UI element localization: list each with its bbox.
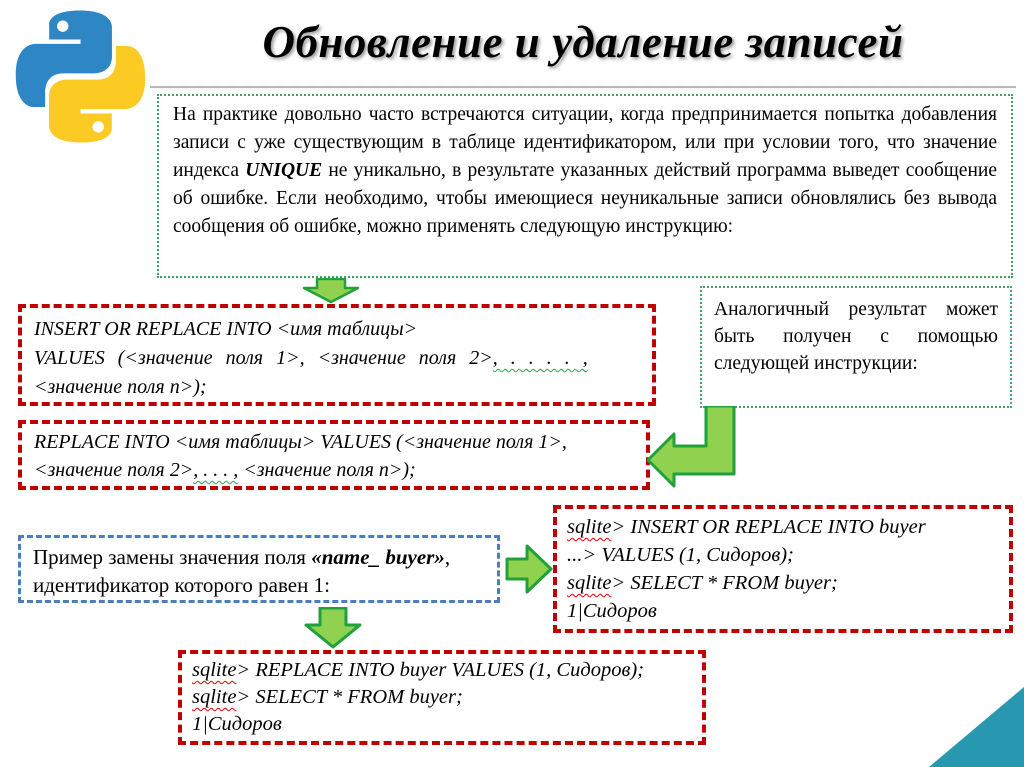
example-text-box <box>18 535 500 603</box>
intro-text-part2: не уникально, в результате указанных действий программа выведет сообщение об ошибке. Если необходимо, чтобы имеющиеся неуникальные записи обновлялись без вывода сообщения об ошибке, можно применять следующую инструкцию: <box>173 160 997 237</box>
example-text-part1: Пример замены значения поля <box>33 545 312 569</box>
console-replace-box <box>178 650 706 745</box>
corner-triangle-decoration <box>929 687 1024 767</box>
arrow-elbow-left-icon <box>646 406 738 488</box>
syntax-insert-or-replace-box <box>18 304 656 406</box>
example-text-part2: , идентификатор которого равен 1: <box>33 545 451 597</box>
console-line: sqlite> REPLACE INTO buyer VALUES (1, Сидоров); <box>192 659 644 681</box>
sqlite-prompt: sqlite <box>567 572 612 594</box>
console-output-line: 1|Сидоров <box>567 600 657 622</box>
ellipsis-wavy-underline: , . . . . , <box>492 347 588 369</box>
python-logo-icon <box>8 4 153 149</box>
ellipsis-wavy-underline: , . . . , <box>193 459 239 481</box>
code-line: VALUES (<значение поля 1>, <значение поля 2>, . . . . , <box>34 347 588 369</box>
code-line: <значение поля 2>, . . . , <значение поля n>); <box>34 459 416 481</box>
example-field-name: «name_ buyer» <box>311 545 445 569</box>
console-output-line: 1|Сидоров <box>192 713 282 735</box>
code-line: <значение поля n>); <box>34 376 207 398</box>
intro-unique-keyword: UNIQUE <box>245 160 323 181</box>
console-line: sqlite> SELECT * FROM buyer; <box>567 572 838 594</box>
console-line: sqlite> INSERT OR REPLACE INTO buyer <box>567 516 926 538</box>
console-line: ...> VALUES (1, Сидоров); <box>567 544 794 566</box>
code-line: INSERT OR REPLACE INTO <имя таблицы> <box>34 318 418 340</box>
intro-text-box <box>157 94 1013 278</box>
sqlite-prompt: sqlite <box>567 516 612 538</box>
console-insert-or-replace-box <box>553 505 1013 633</box>
intro-text-part1: На практике довольно часто встречаются ситуации, когда предпринимается попытка добавления записи с уже существующим в таблице идентификатором, или при условии того, что значение индекса <box>173 104 997 181</box>
code-line: REPLACE INTO <имя таблицы> VALUES (<значение поля 1>, <box>34 431 567 453</box>
arrow-down-icon <box>296 278 366 304</box>
arrow-right-icon <box>505 543 553 595</box>
sqlite-prompt: sqlite <box>192 686 237 708</box>
sqlite-prompt: sqlite <box>192 659 237 681</box>
arrow-down-icon <box>298 607 368 649</box>
syntax-replace-box <box>18 420 650 490</box>
console-line: sqlite> SELECT * FROM buyer; <box>192 686 463 708</box>
note-text-box: Аналогичный результат может быть получен с помощью следующей инструкции: <box>700 286 1012 408</box>
page-title: Обновление и удаление записей <box>262 17 904 67</box>
title-underline <box>150 86 1016 88</box>
